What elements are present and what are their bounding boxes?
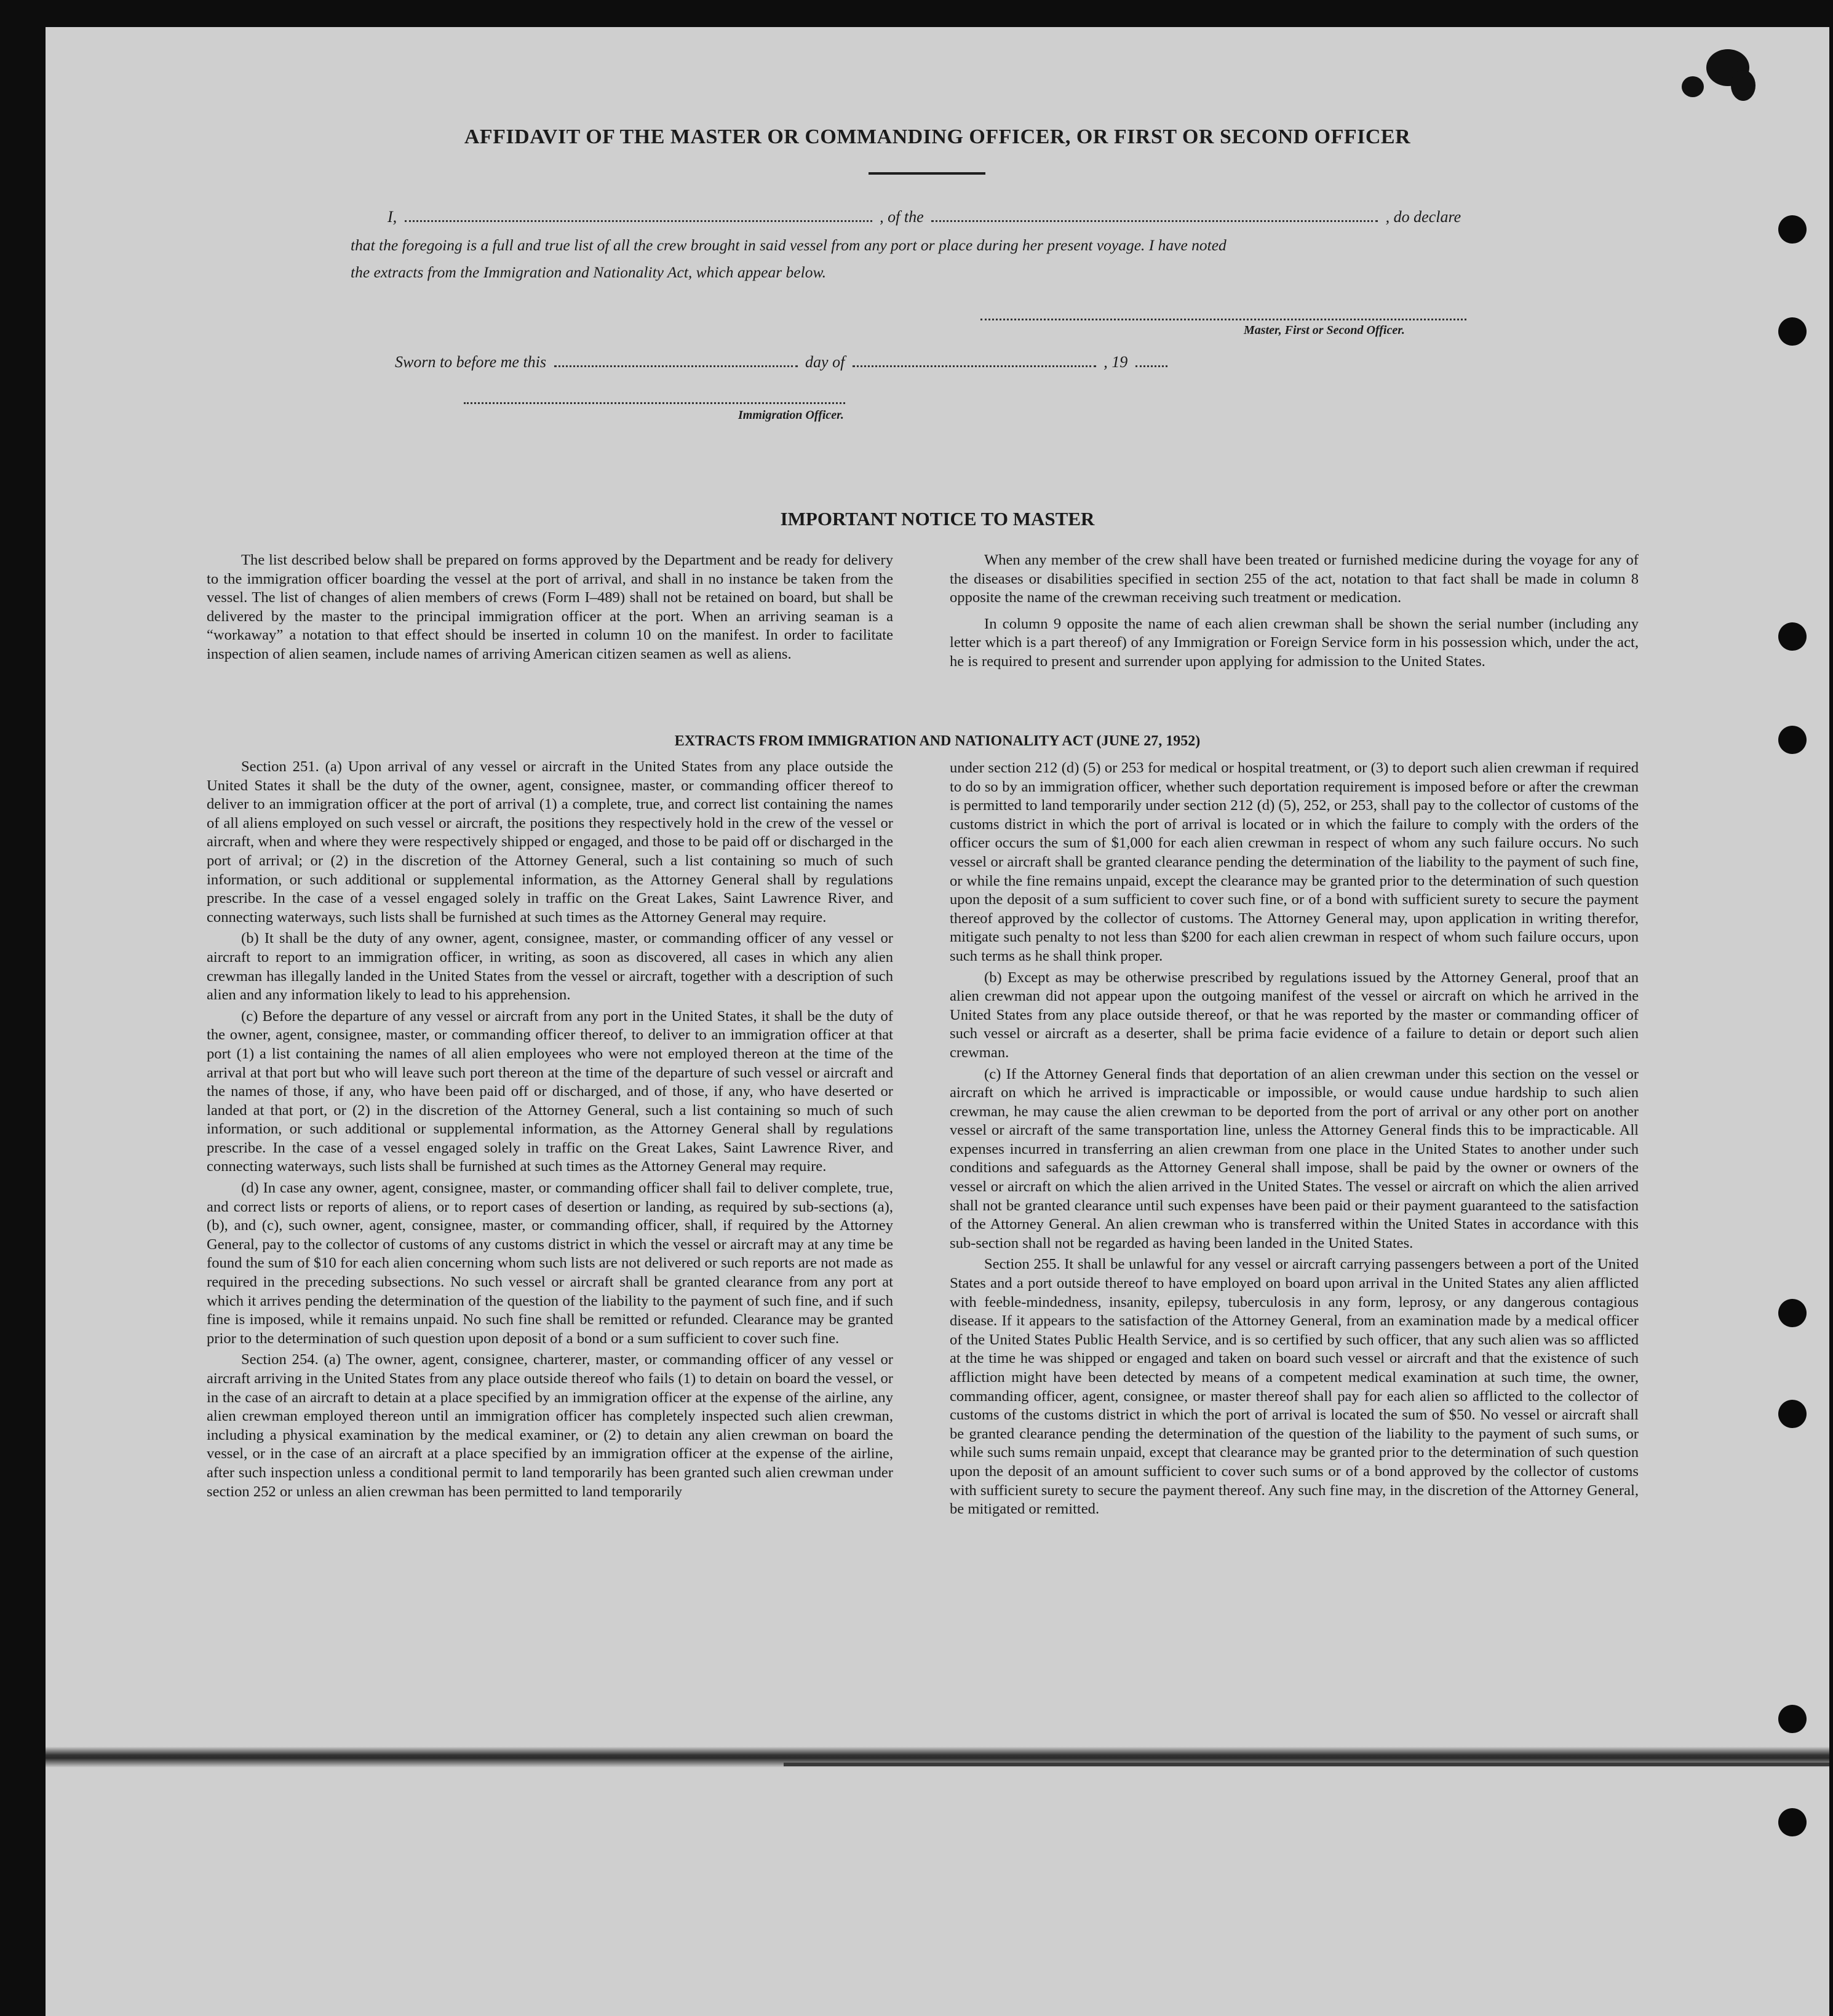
torn-edge-line — [784, 1763, 1829, 1766]
section-251-d: (d) In case any owner, agent, consignee, master, or commanding officer shall fail to deliver complete, true, and correct lists or reports of aliens, or to report cases of desertion or landing, as required by sub-sections (a), (b), and (c), such owner, agent, consignee, master, or commanding officer, shall, if required by the Attorney General, pay to the collector of customs of any customs district in which the vessel or aircraft may at any time be found the sum of $10 for each alien concerning whom such lists are not delivered or such reports are not made as required in the preceding subsections. No such vessel or aircraft shall be granted clearance from any port at which it arrives pending the determination of the question of the liability to the payment of such fine, and if such fine is imposed, while it remains unpaid. No such fine shall be remitted or refunded. Clearance may be granted prior to the determination of such question upon deposit of a bond or a sum sufficient to cover such fine. — [207, 1180, 893, 1347]
ink-blot — [1731, 70, 1755, 101]
sworn-month-blank[interactable] — [853, 365, 1096, 367]
punch-hole-7 — [1778, 1705, 1807, 1733]
title-rule — [869, 172, 985, 175]
of-the-label: , of the — [880, 208, 924, 226]
officer-signature-line[interactable] — [464, 402, 845, 404]
punch-hole-2 — [1778, 317, 1807, 346]
section-251-c: (c) Before the departure of any vessel or aircraft from any port in the United States, it shall be the duty of the owner, agent, consignee, master, or commanding officer thereof, to deliver to an immigration officer at that port (1) a list containing the names of all alien employees who were not employed thereon at the time of the arrival at that port but who will leave such port thereon at the time of the departure of such vessel or aircraft and the names of those, if any, who have been paid off or discharged, and of those, if any, who have deserted or landed at that port, or (2) in the discretion of the Attorney General, such a list containing so much of such information, or such additional or supplemental information, as the Attorney General shall by regulations prescribe. In the case of a vessel engaged solely in traffic on the Great Lakes, Saint Lawrence River, and connecting waterways, such lists shall be furnished at such times as the Attorney General may require. — [207, 1007, 893, 1175]
notice-right-paragraph-1: When any member of the crew shall have been treated or furnished medicine during the voyage for any of the diseases or disabilities specified in section 255 of the act, notation to that fact shall be made in column 8 opposite the name of the crewman receiving such treatment or medication. — [950, 552, 1639, 606]
name-blank[interactable] — [405, 220, 872, 222]
notice-right-column — [950, 551, 1639, 729]
sworn-day-label: day of — [805, 353, 845, 371]
punch-hole-5 — [1778, 1299, 1807, 1327]
declaration-line-1: that the foregoing is a full and true list of all the crew brought in said vessel from any port or place during her present voyage. I have noted — [351, 236, 1227, 254]
document-page — [46, 27, 1829, 2016]
declaration-line-2: the extracts from the Immigration and Nationality Act, which appear below. — [351, 263, 826, 281]
sworn-line — [395, 353, 1171, 371]
ink-blot — [1682, 76, 1704, 97]
punch-hole-3 — [1778, 622, 1807, 651]
section-251-a: Section 251. (a) Upon arrival of any vessel or aircraft in the United States from any place outside the United States it shall be the duty of the owner, agent, consignee, master, or commanding officer thereof to deliver to an immigration officer at the port of arrival (1) a complete, true, and correct list containing the names of all aliens employed on such vessel or aircraft, the positions they respectively hold in the crew of the vessel or aircraft, when and where they were respectively shipped or engaged, and those to be paid off or discharged in the port of arrival; or (2) in the discretion of the Attorney General, such a list containing so much of such information, or such additional or supplemental information, as the Attorney General shall by regulations prescribe. In the case of a vessel engaged solely in traffic on the Great Lakes, Saint Lawrence River, and connecting waterways, such lists shall be furnished at such times as the Attorney General may require. — [207, 758, 893, 926]
vessel-blank[interactable] — [931, 220, 1378, 222]
section-251-b: (b) It shall be the duty of any owner, agent, consignee, master, or commanding officer of any vessel or aircraft to report to an immigration officer, in writing, as soon as discovered, all cases in which any alien crewman has illegally landed in the United States from the vessel or aircraft, together with a description of such alien and any information likely to lead to his apprehension. — [207, 930, 893, 1004]
master-signature-line[interactable] — [980, 319, 1466, 320]
master-signature-label: Master, First or Second Officer. — [1244, 323, 1405, 337]
section-254-c: (c) If the Attorney General finds that deportation of an alien crewman under this section on the vessel or aircraft on which he arrived is impracticable or impossible, or would cause undue hardship to such alien crewman, he may cause the alien crewman to be deported from the port of arrival or any other port on another vessel or aircraft of the same transportation line, unless the Attorney General finds this to be impracticable. All expenses incurred in transferring an alien crewman from one place in the United States to another under such conditions and safeguards as the Attorney General shall impose, shall be paid by the owner or owners of the vessel or aircraft on which the alien arrived in the United States. The vessel or aircraft on which the alien arrived shall not be granted clearance until such expenses have been paid or their payment guaranteed to the satisfaction of the Attorney General. An alien crewman who is transferred within the United States in accordance with this sub-section shall not be regarded as having been landed in the United States. — [950, 1065, 1639, 1252]
section-254-a-continued: under section 212 (d) (5) or 253 for medical or hospital treatment, or (3) to deport such alien crewman if required to do so by an immigration officer, whether such deportation requirement is imposed before or after the crewman is permitted to land temporarily under section 212 (d) (5), 252, or 253, shall pay to the collector of customs of the customs district in which the port of arrival is located or in which the failure to comply with the orders of the officer occurs the sum of $1,000 for each alien crewman in respect of whom any such failure occurs. No such vessel or aircraft shall be granted clearance pending the determination of the liability to the payment of such fine, or while the fine remains unpaid, except the clearance may be granted prior to the determination of such question upon the deposit of a sum sufficient to cover such fine, or of a bond with sufficient surety to secure the payment thereof approved by the collector of customs. The Attorney General may, upon application in writing therefor, mitigate such penalty to not less than $200 for each alien crewman in respect of whom such failure occurs, upon such terms as he shall think proper. — [950, 760, 1639, 964]
sworn-year-label: , 19 — [1103, 353, 1128, 371]
do-declare-label: , do declare — [1385, 208, 1461, 226]
notice-title: IMPORTANT NOTICE TO MASTER — [780, 508, 1095, 530]
section-254-a: Section 254. (a) The owner, agent, consignee, charterer, master, or commanding officer of any vessel or aircraft arriving in the United States from any place outside thereof who fails (1) to detain on board the vessel, or in the case of an aircraft to detain at a place specified by an immigration officer at the expense of the airline, any alien crewman employed thereon until an immigration officer has completely inspected such alien crewman, including a physical examination by the medical examiner, or (2) to detain any alien crewman on board the vessel, or in the case of an aircraft at a place specified by an immigration officer at the expense of the airline, after such inspection unless a conditional permit to land temporarily has been granted such alien crewman under section 252 or unless an alien crewman has been permitted to land temporarily — [207, 1351, 893, 1500]
extracts-left-column — [207, 758, 893, 1761]
sworn-year-blank[interactable] — [1135, 365, 1167, 367]
section-255: Section 255. It shall be unlawful for any vessel or aircraft carrying passengers between a port of the United States and a port outside thereof to have employed on board upon arrival in the United States any alien afflicted with feeble-mindedness, insanity, epilepsy, tuberculosis in any form, leprosy, or any dangerous contagious disease. If it appears to the satisfaction of the Attorney General, from an examination made by a medical officer of the United States Public Health Service, and is so certified by such officer, that any such alien was so afflicted at the time he was shipped or engaged and taken on board such vessel or aircraft and that the existence of such affliction might have been detected by means of a competent medical examination at such time, the owner, commanding officer, agent, consignee, or master thereof shall pay for each alien so afflicted to the collector of customs of the customs district in which the port of arrival is located the sum of $50. No vessel or aircraft shall be granted clearance pending the determination of the question of the liability to the payment of such sums, or while such sums remain unpaid, except that clearance may be granted prior to the determination of such question upon the deposit of an amount sufficient to cover such sums or of a bond approved by the collector of customs with sufficient surety to secure the payment thereof. Any such fine may, in the discretion of the Attorney General, be mitigated or remitted. — [950, 1256, 1639, 1518]
affidavit-title: AFFIDAVIT OF THE MASTER OR COMMANDING OFFICER, OR FIRST OR SECOND OFFICER — [464, 125, 1411, 148]
declaration-fill-line — [388, 208, 1461, 226]
extracts-title: EXTRACTS FROM IMMIGRATION AND NATIONALITY ACT (JUNE 27, 1952) — [674, 733, 1201, 749]
punch-hole-8 — [1778, 1808, 1807, 1836]
notice-left-paragraph: The list described below shall be prepared on forms approved by the Department and be ready for delivery to the immigration officer boarding the vessel at the port of arrival, and shall in no instance be taken from the vessel. The list of changes of alien members of crews (Form I–489) shall not be retained on board, but shall be delivered by the master to the principal immigration officer at the port. When an arriving seaman is a “workaway” a notation to that effect should be inserted in column 10 on the manifest. In order to facilitate inspection of alien seamen, include names of arriving American citizen seamen as well as aliens. — [207, 552, 893, 662]
section-254-b: (b) Except as may be otherwise prescribed by regulations issued by the Attorney General, proof that an alien crewman did not appear upon the outgoing manifest of the vessel or aircraft on which he arrived in the United States from any place outside thereof, or that he was reported by the master or commanding officer of such vessel or aircraft as a deserter, shall be prima facie evidence of a failure to detain or deport such alien crewman. — [950, 969, 1639, 1061]
notice-right-paragraph-2: In column 9 opposite the name of each alien crewman shall be shown the serial number (including any letter which is a part thereof) of any Immigration or Foreign Service form in his possession which, under the act, he is required to present and surrender upon applying for admission to the United States. — [950, 615, 1639, 670]
punch-hole-6 — [1778, 1400, 1807, 1428]
sworn-day-blank[interactable] — [554, 365, 798, 367]
extracts-right-column — [950, 759, 1639, 1761]
sworn-prefix: Sworn to before me this — [395, 353, 547, 371]
officer-signature-label: Immigration Officer. — [738, 408, 844, 422]
punch-hole-1 — [1778, 215, 1807, 244]
notice-left-column — [207, 551, 893, 731]
declare-i-label: I, — [388, 208, 397, 226]
